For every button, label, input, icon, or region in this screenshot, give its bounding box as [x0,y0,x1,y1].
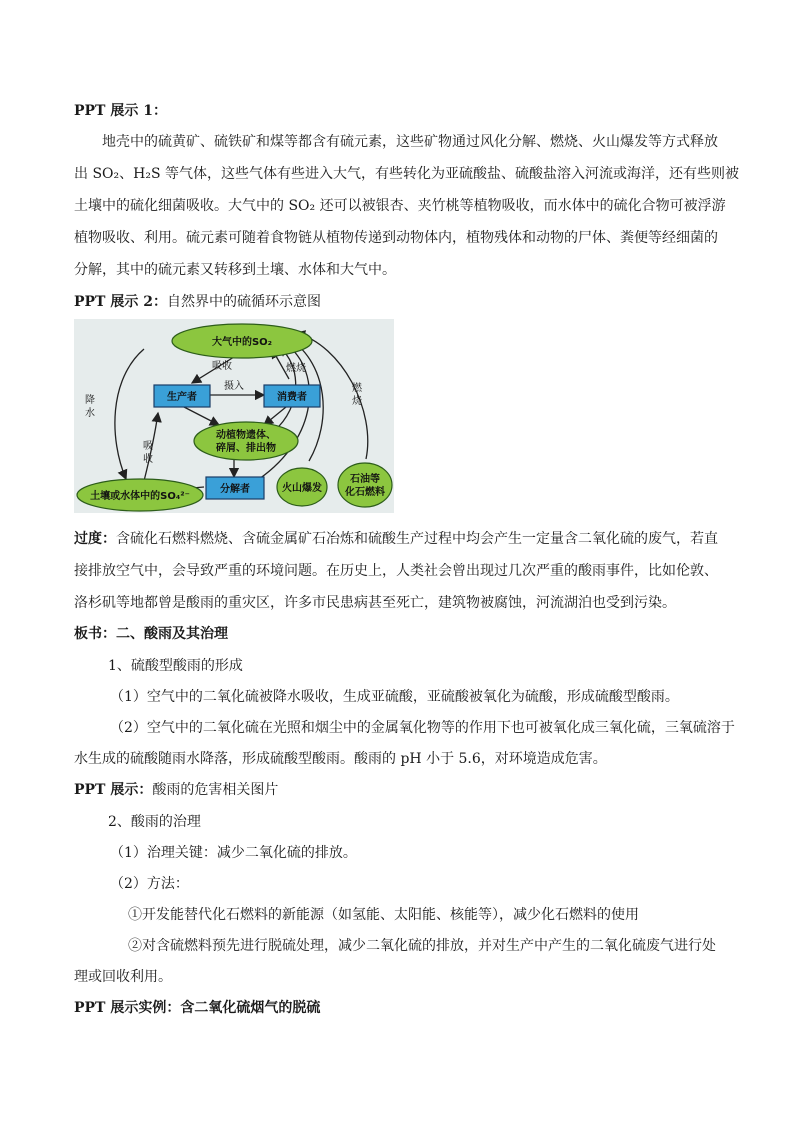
edge-label-ingest: 摄入 [224,381,244,392]
paragraph-line: （2）方法： [110,876,189,892]
ppt-show-example-title: PPT 展示实例：含二氧化硫烟气的脱硫 [74,1000,321,1016]
method-item: ①开发能替代化石燃料的新能源（如氢能、太阳能、核能等），减少化石燃料的使用 [128,907,639,923]
arrow-rain [115,349,144,479]
edge-label-absorb: 吸收 [212,361,232,372]
transition-text: 含硫化石燃料燃烧、含硫金属矿石冶炼和硫酸生产过程中均会产生一定量含二氧化硫的废气，若直 [116,531,718,547]
ppt-show-1-title: PPT 展示 1： [74,103,167,119]
paragraph-line: 分解，其中的硫元素又转移到土壤、水体和大气中。 [74,262,396,278]
ppt-show-3-text: 酸雨的危害相关图片 [152,782,279,798]
sulfur-cycle-svg [74,319,394,513]
section-heading: 2、酸雨的治理 [108,814,201,830]
paragraph-line: 水生成的硫酸随雨水降落，形成硫酸型酸雨。酸雨的 pH 小于 5.6，对环境造成危害。 [74,751,607,767]
fossil-fuel-node [338,463,392,507]
board-title: 板书：二、酸雨及其治理 [74,626,228,642]
decomposer-label: 分解者 [220,484,250,495]
ppt-show-3-label: PPT 展示： [74,782,153,798]
paragraph-line: 地壳中的硫黄矿、硫铁矿和煤等都含有硫元素，这些矿物通过风化分解、燃烧、火山爆发等方式释放 [102,134,718,150]
ppt-show-3 [74,780,278,800]
producer-label: 生产者 [167,392,197,403]
paragraph-line: （2）空气中的二氧化硫在光照和烟尘中的金属氧化物等的作用下也可被氧化成三氧化硫，三氧硫溶于 [110,720,735,736]
section-heading: 1、硫酸型酸雨的形成 [108,658,243,674]
transition-label: 过度： [74,531,116,547]
edge-label-rain-1: 降 [85,395,95,406]
edge-label-burn-right-1: 燃 [352,383,362,394]
soil-water-label: 土壤或水体中的SO₄²⁻ [90,491,190,502]
edge-label-burn: 燃烧 [286,363,306,374]
ppt-show-2-label: PPT 展示 2： [74,294,167,310]
ppt-show-2 [74,292,321,312]
edge-label-absorb-left-2: 收 [143,454,153,465]
edge-label-burn-right-2: 烧 [352,396,362,407]
atmosphere-label: 大气中的SO₂ [211,337,273,348]
remains-label-2: 碎屑、排出物 [216,443,276,454]
edge-label-rain-2: 水 [85,408,95,419]
paragraph-line: 接排放空气中，会导致严重的环境问题。在历史上，人类社会曾出现过几次严重的酸雨事件，比如伦敦、 [74,563,718,579]
edge-label-absorb-left-1: 吸 [143,441,153,452]
arrow-producer-remains [184,407,219,425]
sulfur-cycle-diagram [74,319,394,513]
paragraph-line: 洛杉矶等地都曾是酸雨的重灾区，许多市民患病甚至死亡，建筑物被腐蚀，河流湖泊也受到污染。 [74,595,676,611]
paragraph-line: 理或回收利用。 [74,969,172,985]
consumer-label: 消费者 [277,392,307,403]
paragraph-line: （1）空气中的二氧化硫被降水吸收，生成亚硫酸，亚硫酸被氧化为硫酸，形成硫酸型酸雨。 [110,689,679,705]
method-item: ②对含硫燃料预先进行脱硫处理，减少二氧化硫的排放，并对生产中产生的二氧化硫废气进行处 [128,938,716,954]
paragraph-line: 土壤中的硫化细菌吸收。大气中的 SO₂ 还可以被银杏、夹竹桃等植物吸收，而水体中的硫化合物可被浮游 [74,198,726,214]
transition-line [74,529,718,549]
paragraph-line: 植物吸收、利用。硫元素可随着食物链从植物传递到动物体内，植物残体和动物的尸体、粪便等经细菌的 [74,230,718,246]
fossil-label-1: 石油等 [350,474,380,485]
fossil-label-2: 化石燃料 [345,487,385,498]
remains-node [194,422,298,460]
ppt-show-2-text: 自然界中的硫循环示意图 [166,294,321,310]
paragraph-line: 出 SO₂、H₂S 等气体，这些气体有些进入大气，有些转化为亚硫酸盐、硫酸盐溶入河流或海洋，还有些则被 [74,166,739,182]
remains-label-1: 动植物遗体、 [216,430,276,441]
paragraph-line: （1）治理关键：减少二氧化硫的排放。 [110,845,357,861]
volcano-label: 火山爆发 [282,483,322,494]
